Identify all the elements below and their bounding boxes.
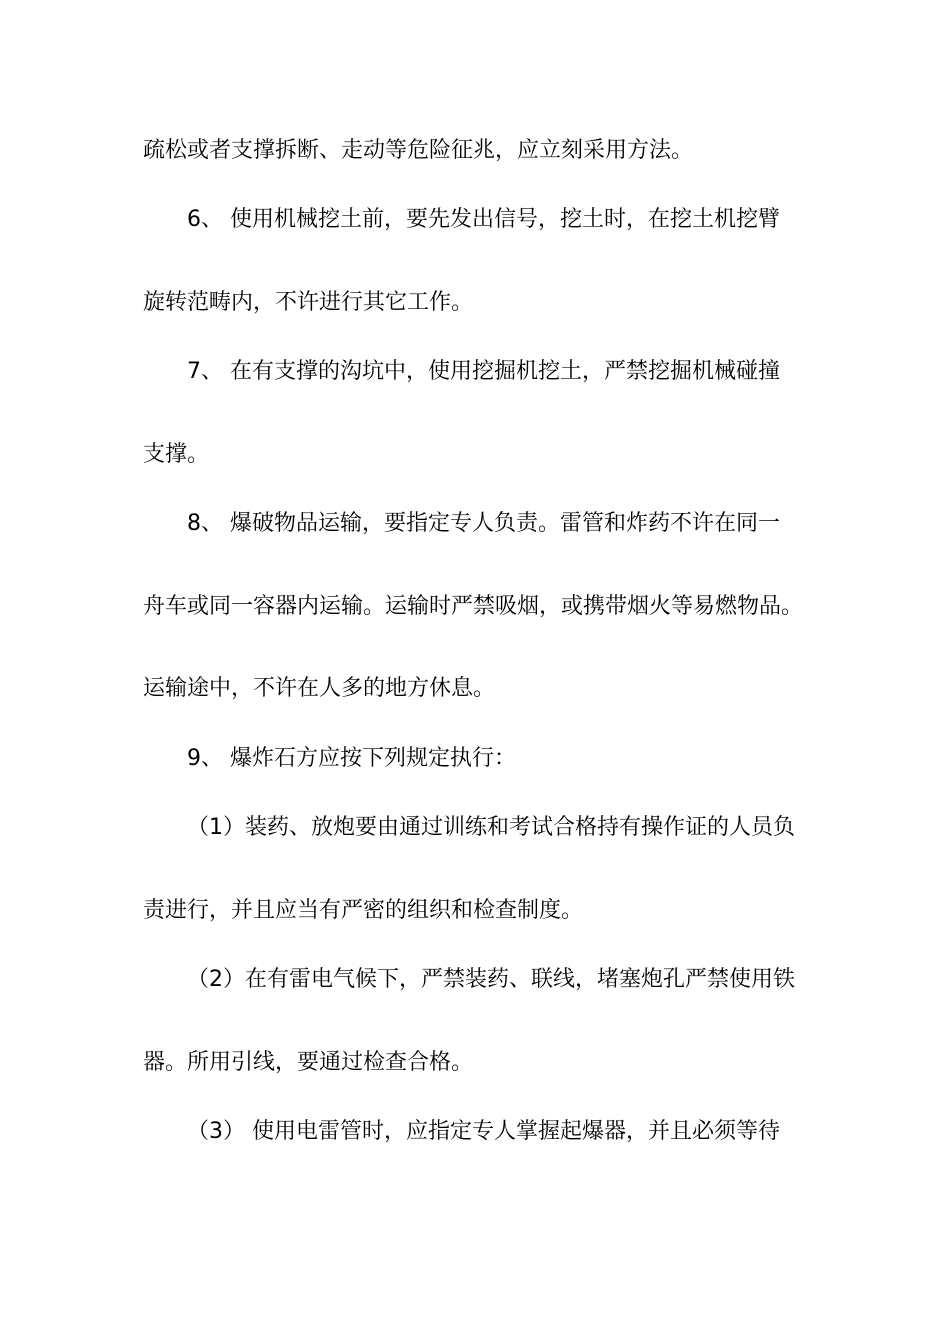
- paragraph-line: 7、 在有支撑的沟坑中，使用挖掘机挖土，严禁挖掘机械碰撞: [187, 359, 780, 384]
- paragraph-line: 8、 爆破物品运输，要指定专人负责。雷管和炸药不许在同一: [187, 511, 780, 536]
- paragraph-line: 6、 使用机械挖土前，要先发出信号，挖土时，在挖土机挖臂: [187, 207, 780, 232]
- paragraph-line: （3） 使用电雷管时，应指定专人掌握起爆器，并且必须等待: [187, 1119, 780, 1144]
- paragraph-line: 舟车或同一容器内运输。运输时严禁吸烟，或携带烟火等易燃物品。: [143, 594, 804, 619]
- paragraph-line: 支撑。: [143, 442, 210, 467]
- paragraph-line: （1）装药、放炮要由通过训练和考试合格持有操作证的人员负: [187, 815, 795, 840]
- paragraph-line: 旋转范畴内，不许进行其它工作。: [143, 290, 474, 315]
- paragraph-line: 疏松或者支撑拆断、走动等危险征兆，应立刻采用方法。: [143, 138, 694, 163]
- paragraph-line: 运输途中，不许在人多的地方休息。: [143, 676, 496, 701]
- paragraph-line: 9、 爆炸石方应按下列规定执行：: [187, 746, 516, 771]
- paragraph-line: （2）在有雷电气候下，严禁装药、联线，堵塞炮孔严禁使用铁: [187, 967, 795, 992]
- paragraph-line: 责进行，并且应当有严密的组织和检查制度。: [143, 898, 584, 923]
- paragraph-line: 器。所用引线，要通过检查合格。: [143, 1050, 474, 1075]
